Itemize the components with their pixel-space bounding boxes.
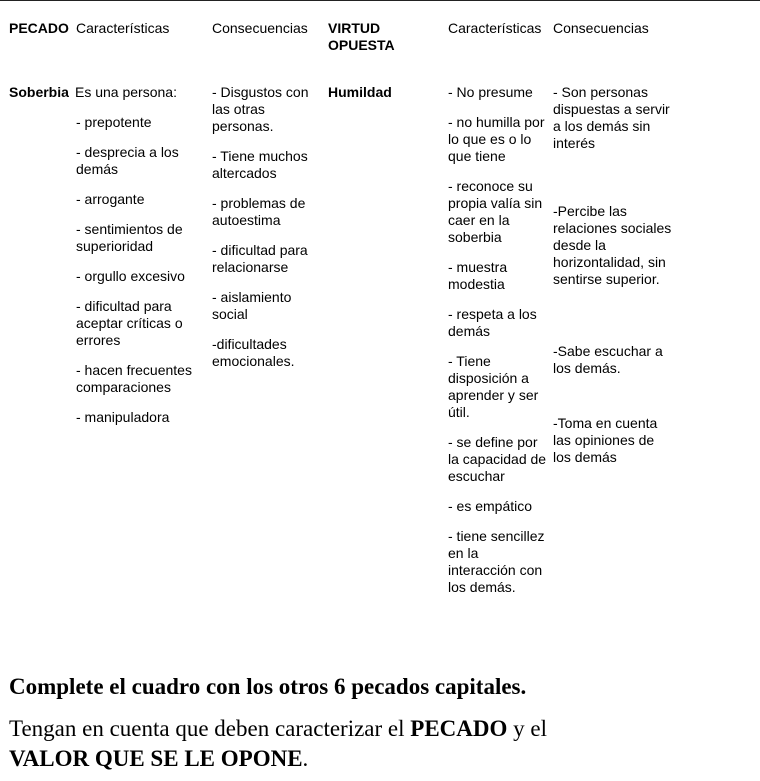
instructions-section	[9, 672, 749, 774]
list-item: - es empático	[448, 498, 533, 514]
header-consecuencias-virtud: Consecuencias	[553, 20, 649, 36]
list-item: - aislamiento social	[212, 289, 292, 322]
list-item: -Toma en cuenta las opiniones de los demás	[553, 415, 658, 465]
instructions-heading: Complete el cuadro con los otros 6 pecados capitales.	[9, 674, 527, 699]
virtue-consequences	[553, 84, 673, 479]
list-item: -dificultades emocionales.	[212, 336, 295, 369]
list-item: - Tiene disposición a aprender y ser útil.	[448, 353, 539, 420]
sin-consequences	[212, 84, 320, 383]
sin-characteristics	[76, 84, 206, 439]
list-item: - respeta a los demás	[448, 306, 537, 339]
list-item: - Tiene muchos altercados	[212, 148, 308, 181]
list-item: - dificultad para aceptar críticas o errores	[76, 298, 183, 348]
instructions-bold-valor: VALOR QUE SE LE OPONE	[9, 746, 303, 771]
header-consecuencias-pecado: Consecuencias	[212, 20, 308, 36]
sin-name: Soberbia	[9, 84, 69, 100]
list-item: - problemas de autoestima	[212, 195, 306, 228]
list-item: - Disgustos con las otras personas.	[212, 84, 309, 134]
list-item: - manipuladora	[76, 409, 170, 425]
list-item: - sentimientos de superioridad	[76, 221, 183, 254]
list-item: - No presume	[448, 84, 533, 100]
virtue-characteristics	[448, 84, 548, 609]
instructions-text-middle: y el	[507, 716, 548, 741]
top-border-line	[0, 0, 760, 1]
list-item: - desprecia a los demás	[76, 144, 179, 177]
list-item: - prepotente	[76, 114, 152, 130]
list-item: - Son personas dispuestas a servir a los demás sin interés	[553, 84, 670, 151]
list-item: - dificultad para relacionarse	[212, 242, 308, 275]
virtue-name: Humildad	[328, 84, 392, 100]
list-item: - arrogante	[76, 191, 145, 207]
header-caracteristicas-virtud: Características	[448, 20, 542, 36]
list-item: - muestra modestia	[448, 259, 508, 292]
list-item: - reconoce su propia valía sin caer en la soberbia	[448, 178, 543, 245]
instructions-text-start: Tengan en cuenta que deben caracterizar el	[9, 716, 411, 741]
list-item: - hacen frecuentes comparaciones	[76, 362, 192, 395]
list-item: - no humilla por lo que es o lo que tiene	[448, 114, 545, 164]
header-pecado: PECADO	[9, 20, 69, 36]
list-item: - orgullo excesivo	[76, 268, 185, 284]
list-item: - tiene sencillez en la interacción con los demás.	[448, 528, 545, 595]
instructions-text-end: .	[302, 746, 309, 771]
list-item: -Percibe las relaciones sociales desde la horizontalidad, sin sentirse superior.	[553, 203, 672, 287]
instructions-paragraph	[9, 714, 749, 774]
instructions-bold-pecado: PECADO	[410, 716, 508, 741]
list-item: - se define por la capacidad de escuchar	[448, 434, 547, 484]
sin-characteristics-intro: Es una persona:	[75, 84, 177, 100]
list-item: -Sabe escuchar a los demás.	[553, 343, 663, 376]
header-virtud-opuesta: VIRTUD OPUESTA	[328, 20, 395, 53]
header-caracteristicas-pecado: Características	[76, 20, 170, 36]
